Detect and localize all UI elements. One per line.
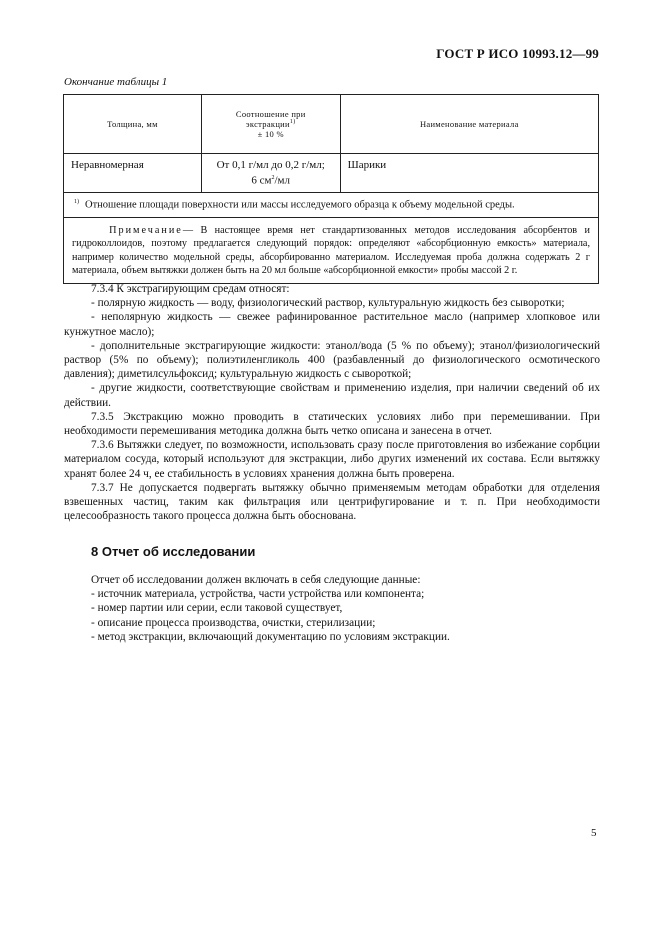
cell-thickness: Неравномерная — [64, 154, 202, 193]
cell-ratio: От 0,1 г/мл до 0,2 г/мл; 6 $см^2/мл$ — [201, 154, 340, 193]
document-header: ГОСТ Р ИСО 10993.12—99 — [436, 46, 599, 61]
table-note — [64, 217, 599, 283]
list-item: - дополнительные экстрагирующие жидкости: этанол/вода (5 % по объему); этанол/физиологический раствор (5% по объему); полиэтиленгликоль 400 (разбавленный до физиологического осмотического давления); диметилсульфоксид; культуральную жидкость с сывороткой; — [64, 339, 600, 381]
section-8-heading: 8 Отчет об исследовании — [91, 544, 256, 559]
table-note-row — [64, 217, 599, 283]
table-footnote: $^{1)}$ Отношение площади поверхности или массы исследуемого образца к объему модельной среды. — [64, 192, 599, 217]
section-7-3-6: 7.3.6 Вытяжки следует, по возможности, использовать сразу после приготовления во избежание сорбции материалом сосуда, который используют для экстракции, либо других изменений их состава. Если вытяжку хранят более 24 ч, ее стабильность в условиях хранения должна быть проверена. — [64, 439, 600, 480]
list-item: - другие жидкости, соответствующие свойствам и применению изделия, при наличии сведений об их действии. — [64, 382, 600, 409]
header-material: Наименование материала — [340, 95, 598, 154]
header-ratio: Соотношение при экстракции$^{1)}$ ± 10 % — [201, 95, 340, 154]
section-7-3-4-intro: 7.3.4 К экстрагирующим средам относят: — [91, 283, 290, 295]
list-item: - источник материала, устройства, части устройства или компонента; — [91, 588, 425, 601]
table-row — [64, 154, 599, 193]
section-8-intro: Отчет об исследовании должен включать в себя следующие данные: — [91, 574, 421, 586]
table-footnote-row — [64, 192, 599, 217]
note-label: Примечание — [109, 224, 183, 236]
list-item: - метод экстракции, включающий документацию по условиям экстракции. — [91, 630, 450, 643]
table-caption: Окончание таблицы 1 — [64, 76, 168, 88]
section-7-3-5: 7.3.5 Экстракцию можно проводить в статических условиях либо при перемешивании. При необходимости перемешивания методика должна быть четко описана и занесена в отчет. — [64, 410, 600, 438]
list-item: - описание процесса производства, очистки, стерилизации; — [91, 616, 376, 629]
cell-material: Шарики — [340, 154, 598, 193]
page-number: 5 — [591, 827, 597, 839]
header-thickness: Толщина, мм — [64, 95, 202, 154]
list-item: - номер партии или серии, если таковой существует, — [91, 602, 343, 615]
materials-table — [63, 94, 599, 284]
section-7-3-7: 7.3.7 Не допускается подвергать вытяжку обычно применяемым методам обработки для отделения взвешенных частиц, таким как фильтрация или центрифугирование и т. п. При необходимости целесообразность такого процесса должна быть обоснована. — [64, 481, 600, 523]
list-item: - неполярную жидкость — свежее рафинированное растительное масло (например хлопковое или кунжутное масло); — [64, 311, 600, 338]
table-header-row — [64, 95, 599, 154]
note-text: — В настоящее время нет стандартизованных методов исследования абсорбентов и гидроколлоидов, поэтому предлагается следующий порядок: определяют «абсорбционную емкость» материала, например количество модельной среды, абсорбированно материалом. Исследуемая проба должна содержать 2 г материала, объем вытяжки должен быть на 20 мл больше «абсорбционной емкости» пробы массой 2 г. — [72, 224, 590, 277]
list-item: - полярную жидкость — воду, физиологический раствор, культуральную жидкость без сыворотки; — [91, 297, 565, 310]
section-7-3-4 — [64, 282, 600, 523]
section-8-body — [64, 573, 600, 644]
